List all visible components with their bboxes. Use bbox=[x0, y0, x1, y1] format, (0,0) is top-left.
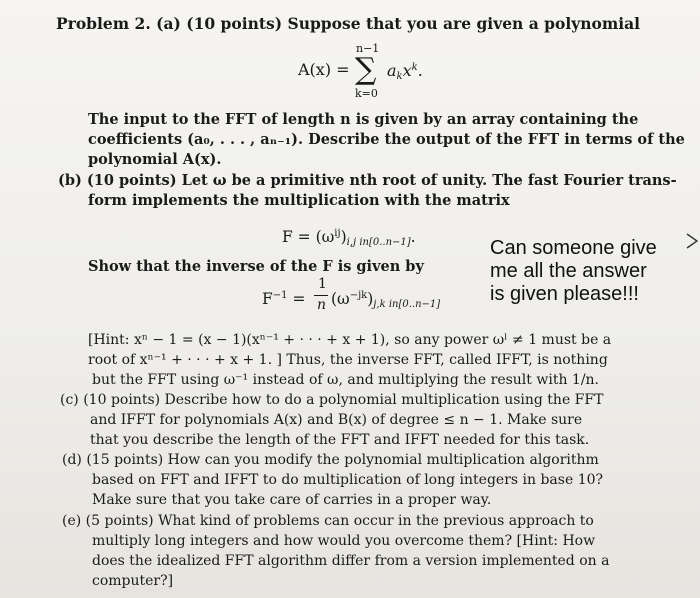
eq-F-end: . bbox=[410, 228, 416, 246]
part-d-line-1: (d) (15 points) How can you modify the polynomial multiplication algorithm bbox=[62, 452, 599, 468]
eq-F-text: F = (ω bbox=[282, 228, 335, 246]
eq-A-lower-limit: k=0 bbox=[355, 87, 378, 100]
part-b-line-1: (b) (10 points) Let ω be a primitive nth root of unity. The fast Fourier trans- bbox=[58, 172, 677, 189]
part-e-line-2: multiply long integers and how would you overcome them? [Hint: How bbox=[92, 533, 596, 549]
part-e-line-4: computer?] bbox=[92, 573, 174, 589]
part-a-line-1: The input to the FFT of length n is given by an array containing the bbox=[88, 111, 639, 128]
part-c-line-3: that you describe the length of the FFT and IFFT needed for this task. bbox=[90, 432, 590, 448]
eq-A-lhs: A(x) = bbox=[298, 60, 350, 79]
part-e-line-1: (e) (5 points) What kind of problems can occur in the previous approach to bbox=[62, 513, 594, 529]
eq-Finv-sub: j,k in[0..n−1] bbox=[373, 299, 441, 310]
part-d-line-2: based on FFT and IFFT to do multiplication of long integers in base 10? bbox=[92, 472, 604, 488]
eq-Finv-omega: (ω bbox=[331, 290, 350, 308]
eq-Finv-denominator: n bbox=[317, 297, 327, 313]
eq-F-close: ) bbox=[340, 228, 347, 246]
problem-heading: Problem 2. bbox=[56, 14, 151, 33]
part-b-line-2: form implements the multiplication with the matrix bbox=[88, 192, 510, 209]
eq-A-sum-symbol: ∑ bbox=[355, 52, 377, 87]
eq-A-end: . bbox=[417, 61, 423, 80]
eq-F-sub: i,j in[0..n−1] bbox=[346, 237, 411, 248]
part-a-line-3: polynomial A(x). bbox=[88, 151, 222, 168]
eq-A-coef-sub: k bbox=[396, 71, 403, 82]
eq-Finv-close: ) bbox=[367, 290, 374, 308]
question-note-line-3: is given please!!! bbox=[490, 283, 639, 305]
part-a-line-2: coefficients (a₀, . . . , aₙ₋₁). Describe the output of the FFT in terms of the bbox=[88, 131, 685, 148]
problem-heading-row bbox=[56, 14, 640, 34]
eq-Finv-F: F bbox=[262, 290, 273, 308]
part-c-line-2: and IFFT for polynomials A(x) and B(x) of degree ≤ n − 1. Make sure bbox=[90, 412, 583, 428]
question-note-line-2: me all the answer bbox=[490, 260, 647, 282]
eq-Finv-numerator: 1 bbox=[318, 276, 327, 292]
eq-Finv-lhs bbox=[262, 290, 305, 308]
hint-line-3: but the FFT using ω⁻¹ instead of ω, and multiplying the result with 1/n. bbox=[92, 372, 600, 388]
eq-F-sup: ij bbox=[334, 228, 341, 239]
eq-Finv-omega-sup: −jk bbox=[349, 290, 368, 301]
question-note-line-1: Can someone give bbox=[490, 237, 657, 259]
part-e-line-3: does the idealized FFT algorithm differ from a version implemented on a bbox=[92, 553, 610, 569]
eq-A-x-sup: k bbox=[411, 62, 418, 73]
show-line: Show that the inverse of the F is given by bbox=[88, 258, 424, 275]
eq-A-upper-limit: n−1 bbox=[356, 42, 380, 55]
eq-Finv-body bbox=[331, 290, 440, 310]
eq-A-x: x bbox=[402, 61, 412, 80]
page-edge-icon bbox=[686, 233, 698, 249]
hint-line-1: [Hint: xⁿ − 1 = (x − 1)(xⁿ⁻¹ + · · · + x + 1), so any power ωˡ ≠ 1 must be a bbox=[88, 332, 612, 348]
eq-A-term bbox=[387, 61, 423, 82]
eq-A-coef: a bbox=[387, 61, 397, 80]
eq-Finv-equals: = bbox=[292, 290, 306, 308]
eq-Finv-sup: −1 bbox=[272, 290, 288, 301]
eq-F bbox=[282, 228, 416, 248]
part-a-intro: (a) (10 points) Suppose that you are given a polynomial bbox=[156, 14, 641, 33]
hint-line-2: root of xⁿ⁻¹ + · · · + x + 1. ] Thus, the inverse FFT, called IFFT, is nothing bbox=[88, 352, 608, 368]
eq-Finv-fraction-bar bbox=[314, 295, 328, 296]
part-c-line-1: (c) (10 points) Describe how to do a polynomial multiplication using the FFT bbox=[60, 392, 604, 408]
part-d-line-3: Make sure that you take care of carries in a proper way. bbox=[92, 492, 492, 508]
